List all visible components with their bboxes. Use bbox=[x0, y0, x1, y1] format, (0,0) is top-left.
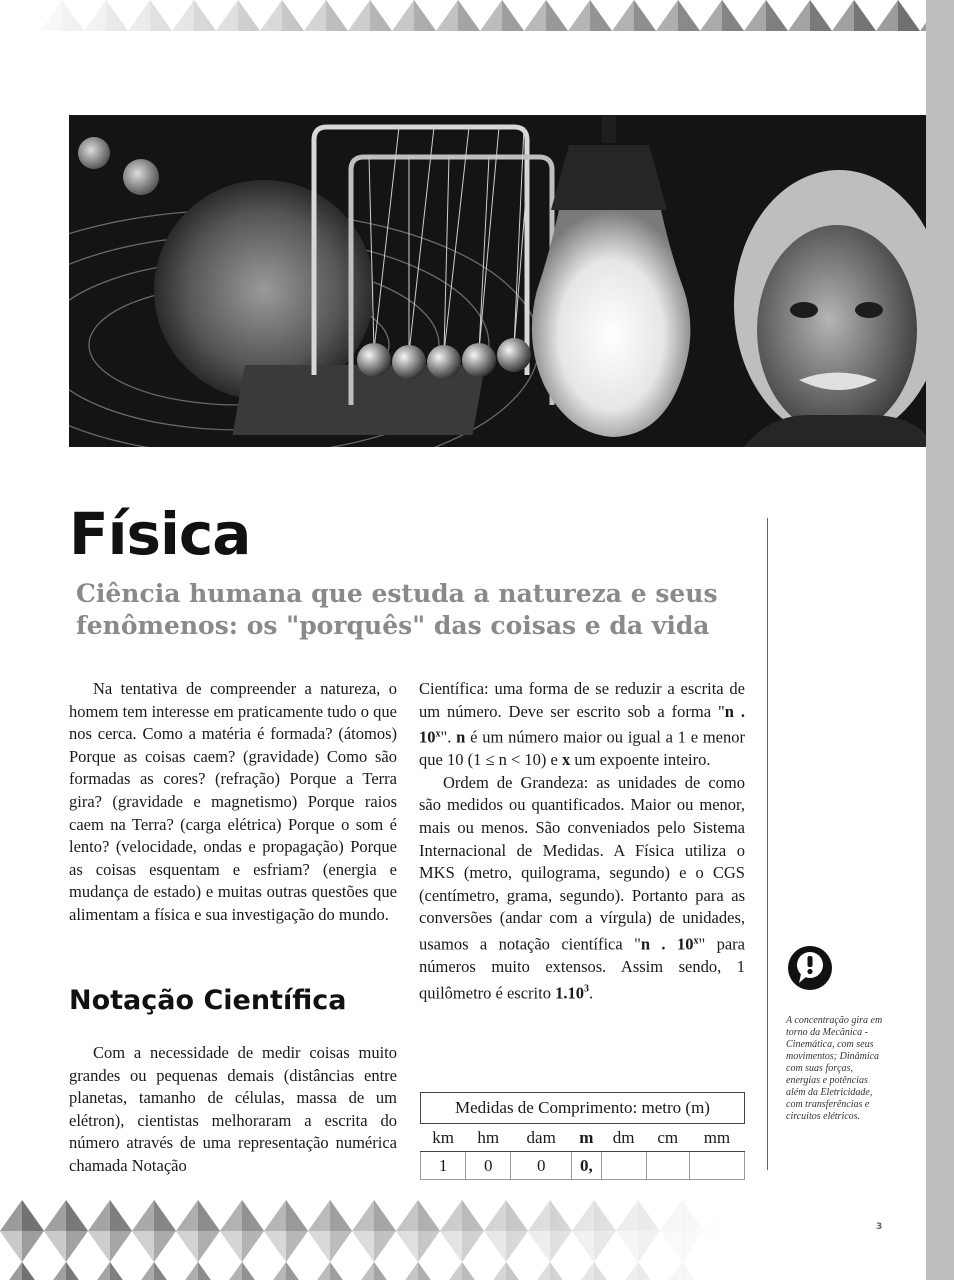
page-subtitle: Ciência humana que estuda a natureza e seus fenômenos: os "porquês" das coisas e da vida bbox=[76, 579, 718, 640]
sidenote: A concentração gira em torno da Mecânica - Cinemática, com seus movimentos; Dinâmica com suas forças, energias e potências além da Eletricidade, com transferências e circuitos elétricos. bbox=[786, 1015, 883, 1122]
planet-banded bbox=[123, 159, 159, 195]
page-title: Física bbox=[69, 500, 251, 568]
section-heading: Notação Científica bbox=[69, 985, 347, 1016]
exclamation-alert-icon bbox=[787, 945, 833, 991]
table-header-cell: m bbox=[572, 1124, 601, 1152]
table-value-cell bbox=[601, 1152, 646, 1180]
intro-paragraph: Na tentativa de compreender a natureza, o homem tem interesse em praticamente tudo o que nos cerca. Como a matéria é formada? (átomos) Porque as coisas caem? (gravidade) Como são formadas as cores? (refração) Porque a Terra gira? (gravidade e magnetismo) Porque raios caem na Terra? (carga elétrica) Porque o som é lento? (velocidade, ondas e propagação) Porque as coisas esquentam e esfriam? (energia e mudança de estado) e muitas outras questões que alimentam a física e sua investigação do mundo. bbox=[69, 679, 397, 924]
table-header-cell: dam bbox=[511, 1124, 572, 1152]
notation-column bbox=[69, 1042, 397, 1178]
table-value-cell: 0, bbox=[572, 1152, 601, 1180]
right-column bbox=[419, 678, 745, 1005]
length-units-table bbox=[420, 1092, 745, 1180]
table-header-cell: mm bbox=[689, 1124, 744, 1152]
table-header-cell: km bbox=[421, 1124, 466, 1152]
table-value-cell: 0 bbox=[466, 1152, 511, 1180]
table-value-cell bbox=[689, 1152, 744, 1180]
page-number: 3 bbox=[876, 1222, 883, 1232]
decorative-pattern-bottom bbox=[0, 1200, 720, 1280]
order-of-magnitude-paragraph: Ordem de Grandeza: as unidades de como são medidos ou quantificados. Maior ou menor, mais ou menos. São conveniados pelo Sistema Internacional de Medidas. A Física utiliza o MKS (metro, quilograma, segundo) e o CGS (centímetro, grama, segundo). Portanto para as conversões (andar com a vírgula) de unidades, usamos a notação científica "n . 10$^x$" para números muito extensos. Assim sendo, 1 quilômetro é escrito 1.10$^3$. bbox=[419, 772, 745, 1003]
table-value-cell: 1 bbox=[421, 1152, 466, 1180]
table-header-cell: hm bbox=[466, 1124, 511, 1152]
table-header-cell: dm bbox=[601, 1124, 646, 1152]
notation-definition-paragraph: Científica: uma forma de se reduzir a escrita de um número. Deve ser escrito sob a forma "n . 10$^x$". n é um número maior ou igual a 1 e menor que 10 (1 ≤ n < 10) e x um expoente inteiro. bbox=[419, 679, 745, 770]
table-value-cell: 0 bbox=[511, 1152, 572, 1180]
table-caption: Medidas de Comprimento: metro (m) bbox=[421, 1093, 745, 1124]
column-divider bbox=[767, 518, 768, 1170]
intro-column bbox=[69, 678, 397, 927]
planet-small bbox=[78, 137, 110, 169]
table-header-cell: cm bbox=[646, 1124, 689, 1152]
table-value-cell bbox=[646, 1152, 689, 1180]
page-edge-bar bbox=[926, 0, 954, 1280]
notation-paragraph: Com a necessidade de medir coisas muito grandes ou pequenas demais (distâncias entre planetas, tamanho de células, massa de um elétron), cientistas melhoraram a escrita do número através de uma representação numérica chamada Notação bbox=[69, 1043, 397, 1175]
header-image bbox=[69, 115, 926, 447]
decorative-pattern-top bbox=[40, 0, 926, 62]
